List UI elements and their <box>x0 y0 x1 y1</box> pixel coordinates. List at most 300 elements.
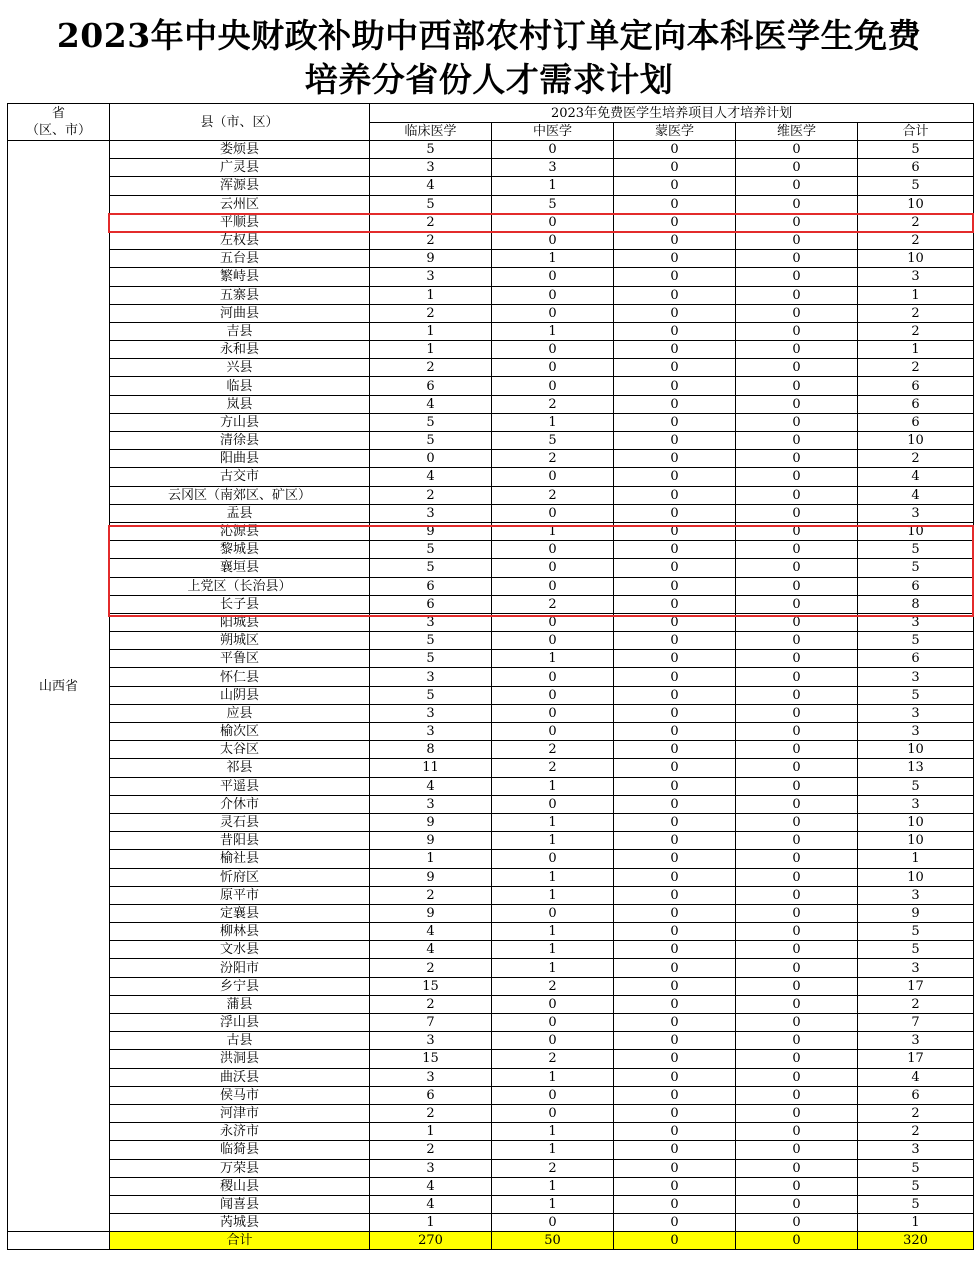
value-cell: 0 <box>736 231 858 249</box>
value-cell: 0 <box>614 995 736 1013</box>
value-cell: 0 <box>736 868 858 886</box>
value-cell: 0 <box>736 995 858 1013</box>
value-cell: 0 <box>736 1068 858 1086</box>
county-cell: 原平市 <box>110 886 370 904</box>
table-row <box>8 595 974 613</box>
value-cell: 0 <box>736 632 858 650</box>
value-cell: 0 <box>492 341 614 359</box>
value-cell: 1 <box>370 1123 492 1141</box>
value-cell: 0 <box>614 868 736 886</box>
value-cell: 5 <box>370 632 492 650</box>
table-row <box>8 1123 974 1141</box>
table-row <box>8 650 974 668</box>
county-cell: 浑源县 <box>110 177 370 195</box>
value-cell: 3 <box>858 504 974 522</box>
table-row <box>8 231 974 249</box>
value-cell: 5 <box>492 195 614 213</box>
value-cell: 0 <box>492 577 614 595</box>
col-header-uyghur: 维医学 <box>736 123 858 141</box>
value-cell: 0 <box>736 1159 858 1177</box>
table-row <box>8 1032 974 1050</box>
county-cell: 古县 <box>110 1032 370 1050</box>
value-cell: 0 <box>614 486 736 504</box>
value-cell: 0 <box>736 1214 858 1232</box>
value-cell: 1 <box>858 850 974 868</box>
value-cell: 1 <box>492 413 614 431</box>
value-cell: 6 <box>858 1086 974 1104</box>
value-cell: 8 <box>370 741 492 759</box>
value-cell: 4 <box>370 923 492 941</box>
value-cell: 0 <box>736 395 858 413</box>
county-cell: 方山县 <box>110 413 370 431</box>
value-cell: 0 <box>492 632 614 650</box>
value-cell: 5 <box>858 141 974 159</box>
value-cell: 0 <box>614 413 736 431</box>
value-cell: 0 <box>614 341 736 359</box>
value-cell: 0 <box>492 850 614 868</box>
value-cell: 2 <box>858 1104 974 1122</box>
value-cell: 0 <box>614 231 736 249</box>
county-cell: 柳林县 <box>110 923 370 941</box>
value-cell: 5 <box>370 413 492 431</box>
total-value-cell: 270 <box>370 1232 492 1250</box>
col-header-mongolian: 蒙医学 <box>614 123 736 141</box>
province-header <box>8 104 110 141</box>
title-line-2: 培养分省份人才需求计划 <box>304 60 674 99</box>
value-cell: 0 <box>736 1141 858 1159</box>
value-cell: 2 <box>492 1050 614 1068</box>
value-cell: 2 <box>370 1141 492 1159</box>
value-cell: 3 <box>370 1068 492 1086</box>
value-cell: 2 <box>370 213 492 231</box>
county-cell: 万荣县 <box>110 1159 370 1177</box>
value-cell: 4 <box>370 1195 492 1213</box>
value-cell: 0 <box>614 377 736 395</box>
value-cell: 4 <box>370 777 492 795</box>
county-cell: 黎城县 <box>110 541 370 559</box>
value-cell: 1 <box>370 341 492 359</box>
header-row-1 <box>8 104 974 123</box>
table-row <box>8 341 974 359</box>
table-row <box>8 577 974 595</box>
value-cell: 0 <box>492 1014 614 1032</box>
value-cell: 1 <box>858 286 974 304</box>
county-cell: 稷山县 <box>110 1177 370 1195</box>
value-cell: 0 <box>614 904 736 922</box>
value-cell: 0 <box>492 686 614 704</box>
value-cell: 1 <box>492 1068 614 1086</box>
value-cell: 3 <box>492 159 614 177</box>
value-cell: 0 <box>736 468 858 486</box>
value-cell: 0 <box>492 304 614 322</box>
county-header: 县（市、区） <box>110 104 370 141</box>
value-cell: 6 <box>370 595 492 613</box>
value-cell: 1 <box>492 522 614 540</box>
value-cell: 1 <box>492 1123 614 1141</box>
value-cell: 0 <box>614 195 736 213</box>
value-cell: 5 <box>858 923 974 941</box>
value-cell: 2 <box>858 1123 974 1141</box>
province-cell: 山西省 <box>8 141 110 1232</box>
table-row <box>8 1214 974 1232</box>
value-cell: 5 <box>370 141 492 159</box>
value-cell: 0 <box>736 704 858 722</box>
table-row <box>8 832 974 850</box>
value-cell: 5 <box>492 432 614 450</box>
county-cell: 永和县 <box>110 341 370 359</box>
table-row <box>8 613 974 631</box>
value-cell: 0 <box>614 1141 736 1159</box>
value-cell: 1 <box>492 832 614 850</box>
value-cell: 2 <box>858 231 974 249</box>
value-cell: 6 <box>858 650 974 668</box>
value-cell: 0 <box>492 904 614 922</box>
value-cell: 0 <box>736 450 858 468</box>
table-row <box>8 286 974 304</box>
value-cell: 0 <box>736 850 858 868</box>
value-cell: 0 <box>736 813 858 831</box>
value-cell: 5 <box>858 541 974 559</box>
county-cell: 兴县 <box>110 359 370 377</box>
col-header-tcm: 中医学 <box>492 123 614 141</box>
plan-header: 2023年免费医学生培养项目人才培养计划 <box>370 104 974 123</box>
value-cell: 9 <box>370 868 492 886</box>
value-cell: 0 <box>736 886 858 904</box>
value-cell: 7 <box>858 1014 974 1032</box>
county-cell: 芮城县 <box>110 1214 370 1232</box>
value-cell: 0 <box>492 1214 614 1232</box>
table-row <box>8 450 974 468</box>
talent-plan-table <box>7 103 974 1250</box>
value-cell: 1 <box>492 1177 614 1195</box>
table-row <box>8 522 974 540</box>
table-row <box>8 941 974 959</box>
county-cell: 广灵县 <box>110 159 370 177</box>
value-cell: 10 <box>858 832 974 850</box>
table-row <box>8 377 974 395</box>
value-cell: 0 <box>614 1195 736 1213</box>
value-cell: 4 <box>370 468 492 486</box>
value-cell: 3 <box>370 159 492 177</box>
value-cell: 0 <box>736 559 858 577</box>
value-cell: 0 <box>614 795 736 813</box>
value-cell: 4 <box>858 486 974 504</box>
value-cell: 3 <box>858 1141 974 1159</box>
value-cell: 0 <box>614 522 736 540</box>
value-cell: 0 <box>614 250 736 268</box>
table-row <box>8 850 974 868</box>
value-cell: 0 <box>736 577 858 595</box>
value-cell: 0 <box>614 1123 736 1141</box>
table-row <box>8 1104 974 1122</box>
value-cell: 0 <box>736 795 858 813</box>
value-cell: 0 <box>736 213 858 231</box>
value-cell: 2 <box>492 450 614 468</box>
value-cell: 0 <box>492 668 614 686</box>
value-cell: 1 <box>492 250 614 268</box>
value-cell: 0 <box>492 541 614 559</box>
table-row <box>8 795 974 813</box>
table-row <box>8 177 974 195</box>
value-cell: 0 <box>614 468 736 486</box>
value-cell: 0 <box>736 159 858 177</box>
table-row <box>8 213 974 231</box>
value-cell: 5 <box>858 632 974 650</box>
value-cell: 4 <box>370 941 492 959</box>
value-cell: 0 <box>736 359 858 377</box>
value-cell: 0 <box>492 795 614 813</box>
table-row <box>8 504 974 522</box>
value-cell: 2 <box>492 595 614 613</box>
value-cell: 1 <box>858 1214 974 1232</box>
col-header-clinical: 临床医学 <box>370 123 492 141</box>
value-cell: 3 <box>858 795 974 813</box>
value-cell: 1 <box>492 886 614 904</box>
county-cell: 闻喜县 <box>110 1195 370 1213</box>
value-cell: 5 <box>370 559 492 577</box>
value-cell: 4 <box>858 1068 974 1086</box>
table-row <box>8 777 974 795</box>
value-cell: 1 <box>492 322 614 340</box>
value-cell: 1 <box>492 923 614 941</box>
value-cell: 2 <box>492 1159 614 1177</box>
value-cell: 0 <box>614 432 736 450</box>
value-cell: 4 <box>370 177 492 195</box>
value-cell: 2 <box>370 959 492 977</box>
value-cell: 5 <box>858 686 974 704</box>
value-cell: 0 <box>614 941 736 959</box>
county-cell: 五寨县 <box>110 286 370 304</box>
table-row <box>8 904 974 922</box>
value-cell: 2 <box>370 995 492 1013</box>
county-cell: 河津市 <box>110 1104 370 1122</box>
value-cell: 0 <box>736 650 858 668</box>
value-cell: 1 <box>492 941 614 959</box>
value-cell: 0 <box>614 723 736 741</box>
value-cell: 0 <box>614 632 736 650</box>
value-cell: 0 <box>492 1104 614 1122</box>
value-cell: 1 <box>370 850 492 868</box>
value-cell: 2 <box>370 231 492 249</box>
value-cell: 0 <box>492 504 614 522</box>
value-cell: 0 <box>736 250 858 268</box>
value-cell: 0 <box>614 777 736 795</box>
value-cell: 1 <box>858 341 974 359</box>
value-cell: 2 <box>858 304 974 322</box>
value-cell: 5 <box>858 1195 974 1213</box>
value-cell: 5 <box>370 432 492 450</box>
value-cell: 0 <box>736 1050 858 1068</box>
value-cell: 5 <box>370 195 492 213</box>
value-cell: 3 <box>858 959 974 977</box>
value-cell: 6 <box>370 377 492 395</box>
value-cell: 0 <box>492 359 614 377</box>
value-cell: 0 <box>736 377 858 395</box>
value-cell: 1 <box>492 813 614 831</box>
table-row <box>8 322 974 340</box>
county-cell: 襄垣县 <box>110 559 370 577</box>
value-cell: 9 <box>858 904 974 922</box>
value-cell: 0 <box>492 268 614 286</box>
table-row <box>8 959 974 977</box>
value-cell: 0 <box>614 177 736 195</box>
value-cell: 2 <box>492 486 614 504</box>
table-row <box>8 1068 974 1086</box>
value-cell: 2 <box>370 486 492 504</box>
value-cell: 0 <box>614 304 736 322</box>
value-cell: 0 <box>614 286 736 304</box>
value-cell: 0 <box>736 322 858 340</box>
value-cell: 6 <box>858 395 974 413</box>
value-cell: 0 <box>614 450 736 468</box>
value-cell: 9 <box>370 522 492 540</box>
table-row <box>8 141 974 159</box>
county-cell: 阳曲县 <box>110 450 370 468</box>
table-row <box>8 632 974 650</box>
value-cell: 1 <box>370 286 492 304</box>
value-cell: 0 <box>736 268 858 286</box>
county-cell: 娄烦县 <box>110 141 370 159</box>
county-cell: 介休市 <box>110 795 370 813</box>
province-header-label: 省 <box>51 106 65 121</box>
value-cell: 2 <box>370 359 492 377</box>
value-cell: 3 <box>858 613 974 631</box>
value-cell: 0 <box>614 1032 736 1050</box>
value-cell: 2 <box>858 322 974 340</box>
value-cell: 15 <box>370 977 492 995</box>
value-cell: 0 <box>736 432 858 450</box>
table-row <box>8 432 974 450</box>
county-cell: 定襄县 <box>110 904 370 922</box>
table-row <box>8 995 974 1013</box>
value-cell: 1 <box>492 177 614 195</box>
table-row <box>8 541 974 559</box>
value-cell: 0 <box>614 741 736 759</box>
county-cell: 古交市 <box>110 468 370 486</box>
value-cell: 0 <box>614 1104 736 1122</box>
value-cell: 1 <box>370 322 492 340</box>
value-cell: 2 <box>370 886 492 904</box>
value-cell: 2 <box>858 359 974 377</box>
value-cell: 0 <box>736 1032 858 1050</box>
value-cell: 0 <box>492 704 614 722</box>
value-cell: 2 <box>370 1104 492 1122</box>
table-row <box>8 268 974 286</box>
county-cell: 忻府区 <box>110 868 370 886</box>
value-cell: 7 <box>370 1014 492 1032</box>
value-cell: 0 <box>614 668 736 686</box>
value-cell: 0 <box>736 723 858 741</box>
value-cell: 9 <box>370 832 492 850</box>
value-cell: 0 <box>614 1068 736 1086</box>
value-cell: 0 <box>614 213 736 231</box>
value-cell: 11 <box>370 759 492 777</box>
value-cell: 3 <box>370 704 492 722</box>
value-cell: 0 <box>614 359 736 377</box>
county-cell: 朔城区 <box>110 632 370 650</box>
value-cell: 5 <box>858 559 974 577</box>
county-cell: 浮山县 <box>110 1014 370 1032</box>
value-cell: 0 <box>614 923 736 941</box>
county-cell: 洪洞县 <box>110 1050 370 1068</box>
value-cell: 0 <box>614 686 736 704</box>
value-cell: 0 <box>492 231 614 249</box>
col-header-total: 合计 <box>858 123 974 141</box>
value-cell: 2 <box>492 759 614 777</box>
county-cell: 灵石县 <box>110 813 370 831</box>
table-row <box>8 195 974 213</box>
value-cell: 0 <box>492 723 614 741</box>
value-cell: 1 <box>492 1141 614 1159</box>
value-cell: 0 <box>736 595 858 613</box>
county-cell: 清徐县 <box>110 432 370 450</box>
total-value-cell: 0 <box>614 1232 736 1250</box>
total-label: 合计 <box>110 1232 370 1250</box>
value-cell: 0 <box>614 268 736 286</box>
value-cell: 0 <box>614 1014 736 1032</box>
table-row <box>8 159 974 177</box>
table-row <box>8 395 974 413</box>
county-cell: 阳城县 <box>110 613 370 631</box>
value-cell: 0 <box>736 341 858 359</box>
value-cell: 0 <box>492 559 614 577</box>
county-cell: 永济市 <box>110 1123 370 1141</box>
value-cell: 5 <box>370 541 492 559</box>
table-row <box>8 1159 974 1177</box>
value-cell: 0 <box>492 613 614 631</box>
value-cell: 0 <box>614 541 736 559</box>
value-cell: 2 <box>492 741 614 759</box>
county-cell: 祁县 <box>110 759 370 777</box>
value-cell: 0 <box>614 1086 736 1104</box>
value-cell: 6 <box>858 577 974 595</box>
value-cell: 0 <box>614 977 736 995</box>
county-cell: 平顺县 <box>110 213 370 231</box>
county-cell: 榆社县 <box>110 850 370 868</box>
value-cell: 0 <box>736 959 858 977</box>
value-cell: 0 <box>736 1014 858 1032</box>
table-row <box>8 1050 974 1068</box>
value-cell: 0 <box>614 395 736 413</box>
value-cell: 0 <box>736 1104 858 1122</box>
value-cell: 1 <box>492 1195 614 1213</box>
value-cell: 2 <box>370 304 492 322</box>
table-row <box>8 868 974 886</box>
value-cell: 5 <box>858 177 974 195</box>
county-cell: 乡宁县 <box>110 977 370 995</box>
value-cell: 10 <box>858 522 974 540</box>
value-cell: 0 <box>492 995 614 1013</box>
value-cell: 5 <box>858 941 974 959</box>
value-cell: 0 <box>736 141 858 159</box>
value-cell: 0 <box>492 377 614 395</box>
value-cell: 0 <box>736 941 858 959</box>
value-cell: 10 <box>858 741 974 759</box>
value-cell: 17 <box>858 1050 974 1068</box>
table-row <box>8 304 974 322</box>
county-cell: 长子县 <box>110 595 370 613</box>
county-cell: 岚县 <box>110 395 370 413</box>
county-cell: 昔阳县 <box>110 832 370 850</box>
value-cell: 0 <box>614 886 736 904</box>
table-row <box>8 1014 974 1032</box>
total-value-cell: 50 <box>492 1232 614 1250</box>
table-row <box>8 723 974 741</box>
value-cell: 6 <box>370 1086 492 1104</box>
value-cell: 0 <box>492 213 614 231</box>
value-cell: 4 <box>858 468 974 486</box>
table-row <box>8 886 974 904</box>
